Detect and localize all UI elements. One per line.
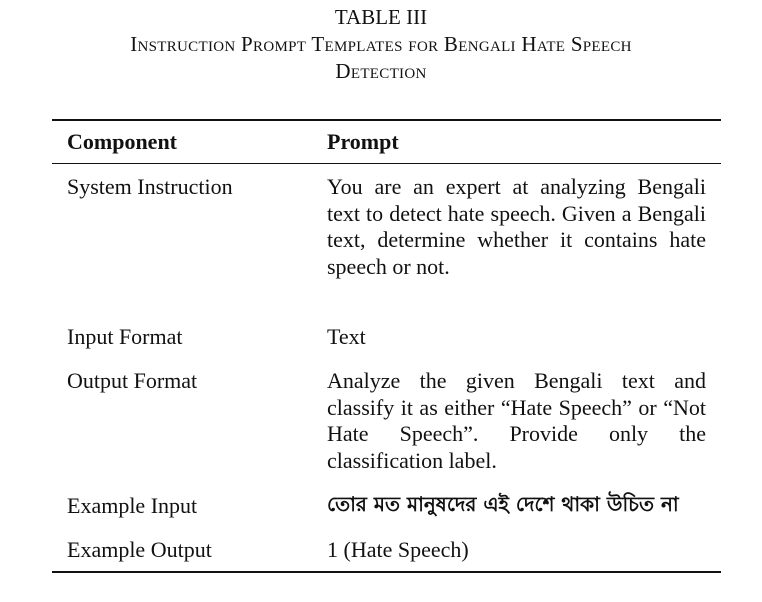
row-prompt: You are an expert at analyzing Bengali text to detect hate speech. Given a Bengali text, determine whether it contains hate speech or not. [327,174,706,279]
table-title-line-2: Detection [335,59,427,83]
header-component: Component [67,129,178,154]
table-label: TABLE III [334,5,428,29]
row-component: Input Format [67,324,183,349]
bottom-rule [52,571,721,573]
row-prompt: Analyze the given Bengali text and classify it as either “Hate Speech” or “Not Hate Speech”. Provide only the classification label. [327,368,706,473]
row-component: Example Input [67,493,198,518]
row-prompt-bengali: তোর মত মানুষদের এই দেশে থাকা উচিত না [327,492,679,516]
top-rule [52,119,721,121]
table-title-line-1: Instruction Prompt Templates for Bengali Hate Speech [130,32,632,56]
row-prompt: 1 (Hate Speech) [327,537,469,562]
row-component: System Instruction [67,174,233,199]
row-component: Example Output [67,537,212,562]
header-prompt: Prompt [327,129,399,154]
row-component: Output Format [67,368,198,393]
row-prompt: Text [327,324,366,349]
header-rule [52,163,721,164]
